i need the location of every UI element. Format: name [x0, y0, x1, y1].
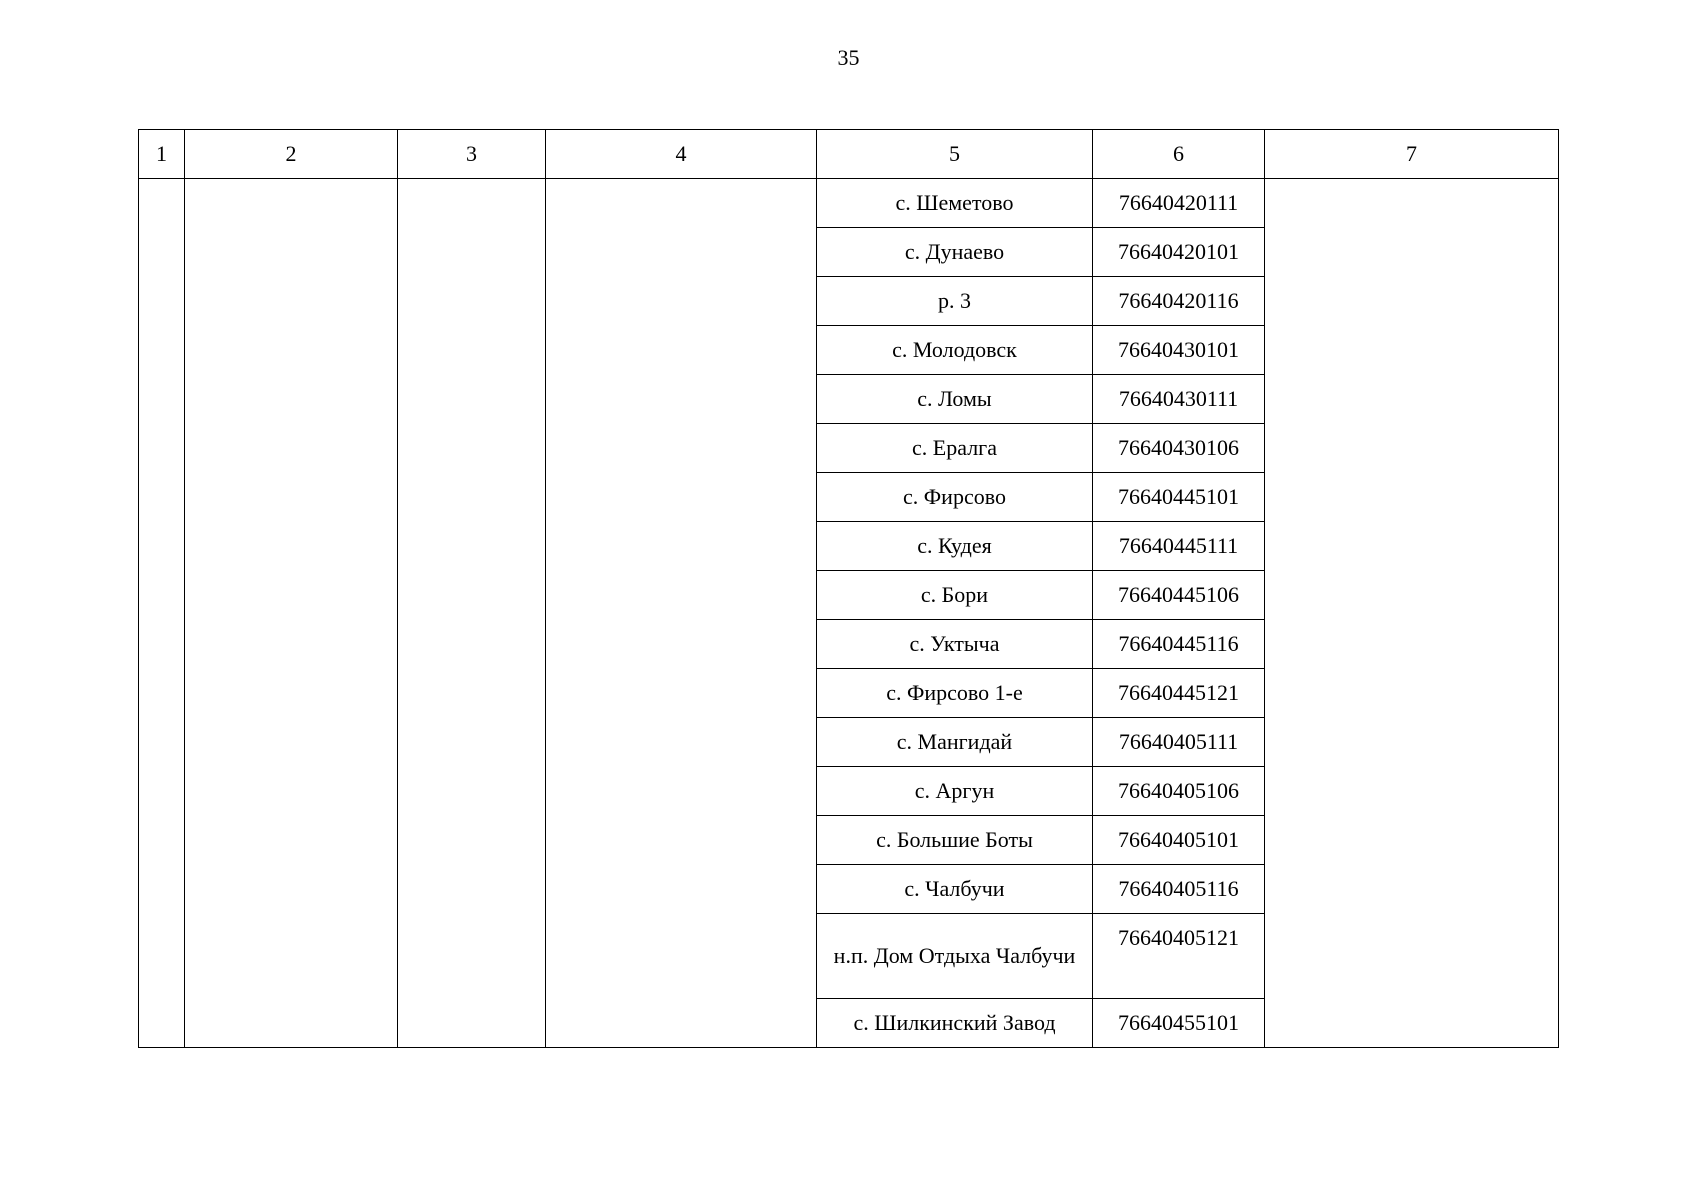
settlements-table	[138, 129, 1559, 1048]
place-cell: с. Ломы	[817, 375, 1093, 424]
place-cell: с. Уктыча	[817, 620, 1093, 669]
code-cell: 76640455101	[1093, 999, 1265, 1048]
place-cell: р. 3	[817, 277, 1093, 326]
code-cell: 76640430111	[1093, 375, 1265, 424]
code-cell: 76640445101	[1093, 473, 1265, 522]
code-cell: 76640445116	[1093, 620, 1265, 669]
column-4-cell	[546, 179, 817, 1048]
code-cell: 76640405121	[1093, 914, 1265, 999]
code-cell: 76640420111	[1093, 179, 1265, 228]
column-header: 2	[185, 130, 398, 179]
place-cell: с. Шеметово	[817, 179, 1093, 228]
code-cell: 76640405106	[1093, 767, 1265, 816]
column-header: 1	[139, 130, 185, 179]
place-cell: н.п. Дом Отдыха Чалбучи	[817, 914, 1093, 999]
place-cell: с. Молодовск	[817, 326, 1093, 375]
code-cell: 76640420116	[1093, 277, 1265, 326]
code-cell: 76640405116	[1093, 865, 1265, 914]
column-2-cell	[185, 179, 398, 1048]
table-row	[139, 179, 1559, 228]
place-cell: с. Дунаево	[817, 228, 1093, 277]
column-1-cell	[139, 179, 185, 1048]
code-cell: 76640445106	[1093, 571, 1265, 620]
code-cell: 76640430101	[1093, 326, 1265, 375]
column-header: 7	[1265, 130, 1559, 179]
page-number: 35	[837, 45, 860, 70]
place-cell: с. Мангидай	[817, 718, 1093, 767]
code-cell: 76640445111	[1093, 522, 1265, 571]
code-cell: 76640420101	[1093, 228, 1265, 277]
column-header: 6	[1093, 130, 1265, 179]
place-cell: с. Шилкинский Завод	[817, 999, 1093, 1048]
code-cell: 76640405101	[1093, 816, 1265, 865]
place-cell: с. Большие Боты	[817, 816, 1093, 865]
header-row	[139, 130, 1559, 179]
place-cell: с. Фирсово	[817, 473, 1093, 522]
place-cell: с. Бори	[817, 571, 1093, 620]
column-header: 3	[398, 130, 546, 179]
column-header: 4	[546, 130, 817, 179]
code-cell: 76640405111	[1093, 718, 1265, 767]
place-cell: с. Чалбучи	[817, 865, 1093, 914]
code-cell: 76640430106	[1093, 424, 1265, 473]
code-cell: 76640445121	[1093, 669, 1265, 718]
place-cell: с. Кудея	[817, 522, 1093, 571]
place-cell: с. Аргун	[817, 767, 1093, 816]
column-3-cell	[398, 179, 546, 1048]
column-7-cell	[1265, 179, 1559, 1048]
place-cell: с. Ералга	[817, 424, 1093, 473]
place-cell: с. Фирсово 1-е	[817, 669, 1093, 718]
column-header: 5	[817, 130, 1093, 179]
